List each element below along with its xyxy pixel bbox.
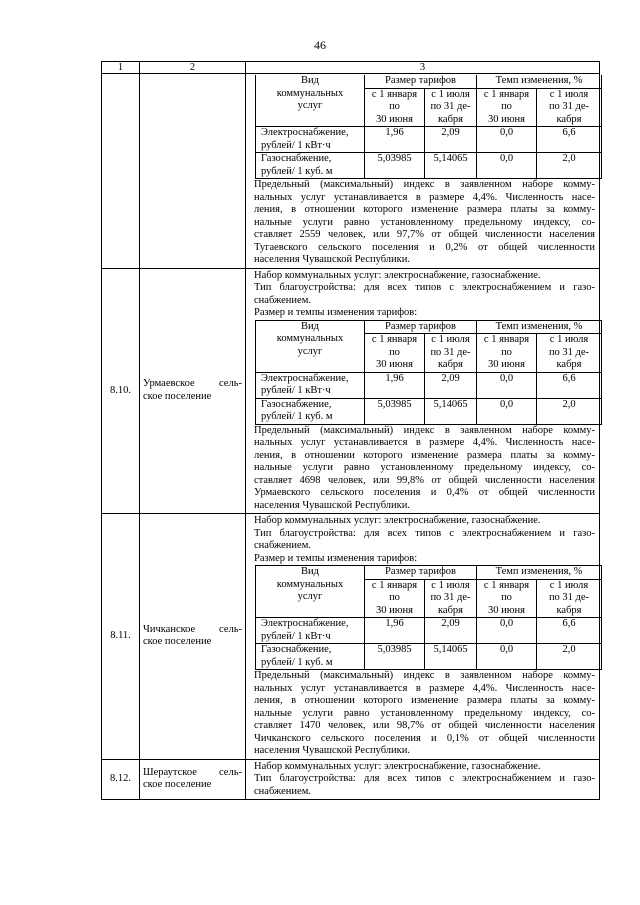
table-row (102, 514, 600, 760)
tariff-table (255, 75, 602, 179)
header-col-2: 2 (140, 62, 246, 74)
main-table (101, 61, 600, 800)
tariff-table: Вид коммунальных услуг Размер тарифов Темп изменения, % с 1 января по 30 июня с 1 июля по 31 де- кабря с 1 января по 30 июня с 1 июля по 31 де- кабря Электроснабжение, рублей/ 1 кВт·ч 1,96 2,09 0,0 6,6 Газоснабжение, рублей/ 1 куб. м 5,03985 5,14065 0,0 2,0 (255, 320, 602, 425)
row-content (246, 74, 600, 269)
tariff-table: Вид коммунальных услуг Размер тарифов Темп изменения, % с 1 января по 30 июня с 1 июля по 31 де- кабря с 1 января по 30 июня с 1 июля по 31 де- кабря Электроснабжение, рублей/ 1 кВт·ч 1,96 2,09 0,0 6,6 Газоснабжение, рублей/ 1 куб. м 5,03985 5,14065 0,0 2,0 (255, 565, 602, 670)
jan-header: с 1 января по 30 июня (365, 88, 425, 127)
jul-header: с 1 июля по 31 де- кабря (425, 88, 477, 127)
gas-row: Газоснабжение, рублей/ 1 куб. м 5,03985 5,14065 0,0 2,0 (256, 153, 602, 179)
size-header: Размер тарифов (365, 75, 477, 88)
limit-index-paragraph: Предельный (максимальный) индекс в заявленном наборе комму- нальных услуг устанавливается в размере 4,4%. Численность насе- ления, в отношении которого изменение размера платы за комму- нальные услуги равно установленному предельному индексу, со- ставляет 1470 человек, или 98,7% от общей численности населения Чичканского сельского поселения и 0,1% от общей численности населения Чувашской Республики. (254, 670, 595, 756)
gas-row: Газоснабжение, рублей/ 1 куб. м 5,03985 5,14065 0,0 2,0 (256, 398, 602, 424)
row-content: Набор коммунальных услуг: электроснабжение, газоснабжение. Тип благоустройства: для всех типов с электроснабжением и газо- снабжением. Размер и темпы изменения тарифов: Вид коммунальных услуг Размер тарифов Темп изменения, % с 1 января по 30 июня с 1 июля по 31 де- кабря с 1 января по 30 июня с 1 июля по 31 де- кабря Электроснабжение, рублей/ 1 кВт·ч 1,96 2,09 0,0 6,6 Газоснабжение, рублей/ 1 куб. м 5,03985 5,14065 0,0 2,0 Предельный (максимальный) индекс в заявленном наборе комму- нальных услуг устанавливается в размере 4,4%. Численность насе- ления, в отношении которого изменение размера платы за комму- нальные услуги равно установленному предельному индексу, со- ставляет 4698 человек, или 99,8% от общей численности населения Урмаевского сельского поселения и 0,4% от общей численности населения Чувашской Республики. (246, 268, 600, 514)
electricity-row: Электроснабжение, рублей/ 1 кВт·ч 1,96 2,09 0,0 6,6 (256, 618, 602, 644)
table-row (102, 74, 600, 269)
row-content: Набор коммунальных услуг: электроснабжение, газоснабжение. Тип благоустройства: для всех типов с электроснабжением и газо- снабжением. Размер и темпы изменения тарифов: Вид коммунальных услуг Размер тарифов Темп изменения, % с 1 января по 30 июня с 1 июля по 31 де- кабря с 1 января по 30 июня с 1 июля по 31 де- кабря Электроснабжение, рублей/ 1 кВт·ч 1,96 2,09 0,0 6,6 Газоснабжение, рублей/ 1 куб. м 5,03985 5,14065 0,0 2,0 Предельный (максимальный) индекс в заявленном наборе комму- нальных услуг устанавливается в размере 4,4%. Численность насе- ления, в отношении которого изменение размера платы за комму- нальные услуги равно установленному предельному индексу, со- ставляет 1470 человек, или 98,7% от общей численности населения Чичканского сельского поселения и 0,1% от общей численности населения Чувашской Республики. (246, 514, 600, 760)
header-col-3: 3 (246, 62, 600, 74)
table-row (102, 268, 600, 514)
limit-index-paragraph: Предельный (максимальный) индекс в заявленном наборе комму- нальных услуг устанавливается в размере 4,4%. Численность насе- ления, в отношении которого изменение размера платы за комму- нальные услуги равно установленному предельному индексу, со- ставляет 4698 человек, или 99,8% от общей численности населения Урмаевского сельского поселения и 0,4% от общей численности населения Чувашской Республики. (254, 424, 595, 511)
limit-index-paragraph: Предельный (максимальный) индекс в заявленном наборе комму- нальных услуг устанавливается в размере 4,4%. Численность насе- ления, в отношении которого изменение размера платы за комму- нальные услуги равно установленному предельному индексу, со- ставляет 2559 человек, или 97,7% от общей численности населения Тугаевского сельского поселения и 0,2% от общей численности населения Чувашской Республики. (254, 179, 595, 265)
electricity-row: Электроснабжение, рублей/ 1 кВт·ч 1,96 2,09 0,0 6,6 (256, 372, 602, 398)
page-number: 46 (314, 38, 326, 52)
header-col-1: 1 (102, 62, 140, 74)
jul-header: с 1 июля по 31 де- кабря (537, 88, 602, 127)
row-number: 8.11. (102, 514, 140, 760)
rate-header: Темп изменения, % (477, 75, 602, 88)
settlement-name: Урмаевское сель- ское поселение (140, 268, 246, 514)
electricity-row: Электроснабжение, рублей/ 1 кВт·ч 1,96 2,09 0,0 6,6 (256, 127, 602, 153)
kind-header: Вид коммунальных услуг (256, 75, 365, 127)
jan-header: с 1 января по 30 июня (477, 88, 537, 127)
row-number: 8.12. (102, 759, 140, 800)
row-content: Набор коммунальных услуг: электроснабжение, газоснабжение. Тип благоустройства: для всех типов с электроснабжением и газо- снабжением. (246, 759, 600, 800)
settlement-name: Чичканское сель- ское поселение (140, 514, 246, 760)
table-row (102, 759, 600, 800)
row-number: 8.10. (102, 268, 140, 514)
settlement-name: Шераутское сель- ское поселение (140, 759, 246, 800)
gas-row: Газоснабжение, рублей/ 1 куб. м 5,03985 5,14065 0,0 2,0 (256, 644, 602, 670)
header-row (102, 62, 600, 74)
